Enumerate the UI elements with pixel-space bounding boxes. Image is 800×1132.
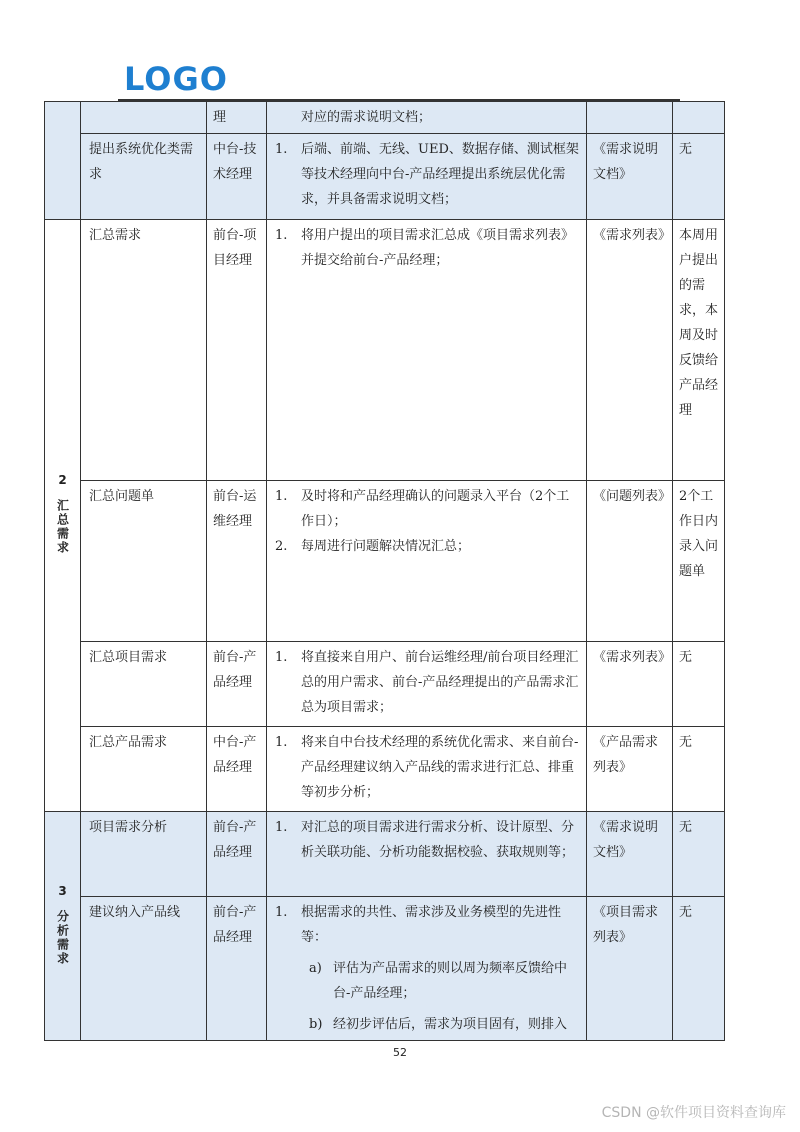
step-text: 及时将和产品经理确认的问题录入平台（2个工作日）；	[301, 489, 570, 529]
doc-cell: 《需求说明文档》	[587, 812, 673, 897]
time-cell	[673, 102, 725, 134]
sub-marker: a)	[309, 961, 322, 976]
table-row	[45, 102, 725, 134]
activity-cell: 项目需求分析	[81, 812, 207, 897]
table-row	[45, 220, 725, 481]
steps-cell	[267, 642, 587, 727]
table-row	[45, 897, 725, 1041]
time-cell: 无	[673, 642, 725, 727]
time-cell: 2个工作日内录入问题单	[673, 481, 725, 642]
logo: LOGO	[124, 60, 228, 98]
step-number: 1.	[275, 142, 288, 157]
step-text: 将用户提出的项目需求汇总成《项目需求列表》并提交给前台-产品经理；	[301, 228, 575, 268]
step-text: 根据需求的共性、需求涉及业务模型的先进性等：	[301, 905, 562, 945]
activity-cell: 汇总产品需求	[81, 727, 207, 812]
owner-cell: 前台-项目经理	[207, 220, 267, 481]
owner-cell: 中台-技术经理	[207, 134, 267, 220]
table-row	[45, 642, 725, 727]
step-number: 1.	[275, 735, 288, 750]
stage-cell	[45, 812, 81, 1041]
step-text: 将直接来自用户、前台运维经理/前台项目经理汇总的用户需求、前台-产品经理提出的产品需求汇总为项目需求；	[301, 650, 579, 715]
steps-cell	[267, 812, 587, 897]
table-row	[45, 727, 725, 812]
activity-cell: 提出系统优化类需求	[81, 134, 207, 220]
doc-cell: 《需求列表》	[587, 220, 673, 481]
owner-cell: 前台-运维经理	[207, 481, 267, 642]
step-text: 每周进行问题解决情况汇总；	[301, 539, 471, 554]
process-table	[44, 101, 725, 1041]
step-text: 对应的需求说明文档；	[301, 110, 432, 125]
steps-cell	[267, 220, 587, 481]
owner-cell: 前台-产品经理	[207, 897, 267, 1041]
page-number: 52	[393, 1046, 407, 1059]
step-number: 1.	[275, 489, 288, 504]
time-cell: 无	[673, 897, 725, 1041]
step-text: 后端、前端、无线、UED、数据存储、测试框架等技术经理向中台-产品经理提出系统层优化需求，并具备需求说明文档；	[301, 142, 579, 207]
watermark: CSDN @软件项目资料查询库	[601, 1105, 786, 1121]
activity-cell: 建议纳入产品线	[81, 897, 207, 1041]
sub-text: 经初步评估后，需求为项目固有，则排入	[333, 1017, 568, 1032]
table-row	[45, 812, 725, 897]
owner-cell: 中台-产品经理	[207, 727, 267, 812]
step-number: 1.	[275, 228, 288, 243]
sub-marker: b)	[309, 1017, 323, 1032]
time-cell: 无	[673, 812, 725, 897]
table-row	[45, 481, 725, 642]
time-cell: 无	[673, 727, 725, 812]
sub-text: 评估为产品需求的则以周为频率反馈给中台-产品经理；	[333, 961, 568, 1001]
stage-number: 2	[58, 473, 67, 487]
time-cell: 无	[673, 134, 725, 220]
owner-cell: 前台-产品经理	[207, 642, 267, 727]
stage-number: 3	[58, 883, 67, 898]
steps-cell	[267, 134, 587, 220]
stage-name: 分析需求	[55, 909, 70, 966]
owner-cell: 理	[207, 102, 267, 134]
steps-cell	[267, 481, 587, 642]
stage-cell	[45, 220, 81, 812]
step-text: 对汇总的项目需求进行需求分析、设计原型、分析关联功能、分析功能数据校验、获取规则等；	[301, 820, 575, 860]
step-number: 1.	[275, 650, 288, 665]
doc-cell: 《项目需求列表》	[587, 897, 673, 1041]
time-cell: 本周用户提出的需求，本周及时反馈给产品经理	[673, 220, 725, 481]
activity-cell: 汇总需求	[81, 220, 207, 481]
step-number: 1.	[275, 905, 288, 920]
doc-cell: 《问题列表》	[587, 481, 673, 642]
doc-cell: 《产品需求列表》	[587, 727, 673, 812]
stage-name: 汇总需求	[55, 499, 70, 555]
activity-cell: 汇总项目需求	[81, 642, 207, 727]
owner-cell: 前台-产品经理	[207, 812, 267, 897]
activity-cell	[81, 102, 207, 134]
doc-cell	[587, 102, 673, 134]
step-number: 1.	[275, 820, 288, 835]
doc-cell: 《需求列表》	[587, 642, 673, 727]
activity-cell: 汇总问题单	[81, 481, 207, 642]
step-text: 将来自中台技术经理的系统优化需求、来自前台-产品经理建议纳入产品线的需求进行汇总、排重等初步分析；	[301, 735, 579, 800]
doc-cell: 《需求说明文档》	[587, 134, 673, 220]
steps-cell	[267, 102, 587, 134]
steps-cell	[267, 727, 587, 812]
stage-cell	[45, 102, 81, 220]
table-row	[45, 134, 725, 220]
steps-cell	[267, 897, 587, 1041]
step-number: 2.	[275, 539, 288, 554]
